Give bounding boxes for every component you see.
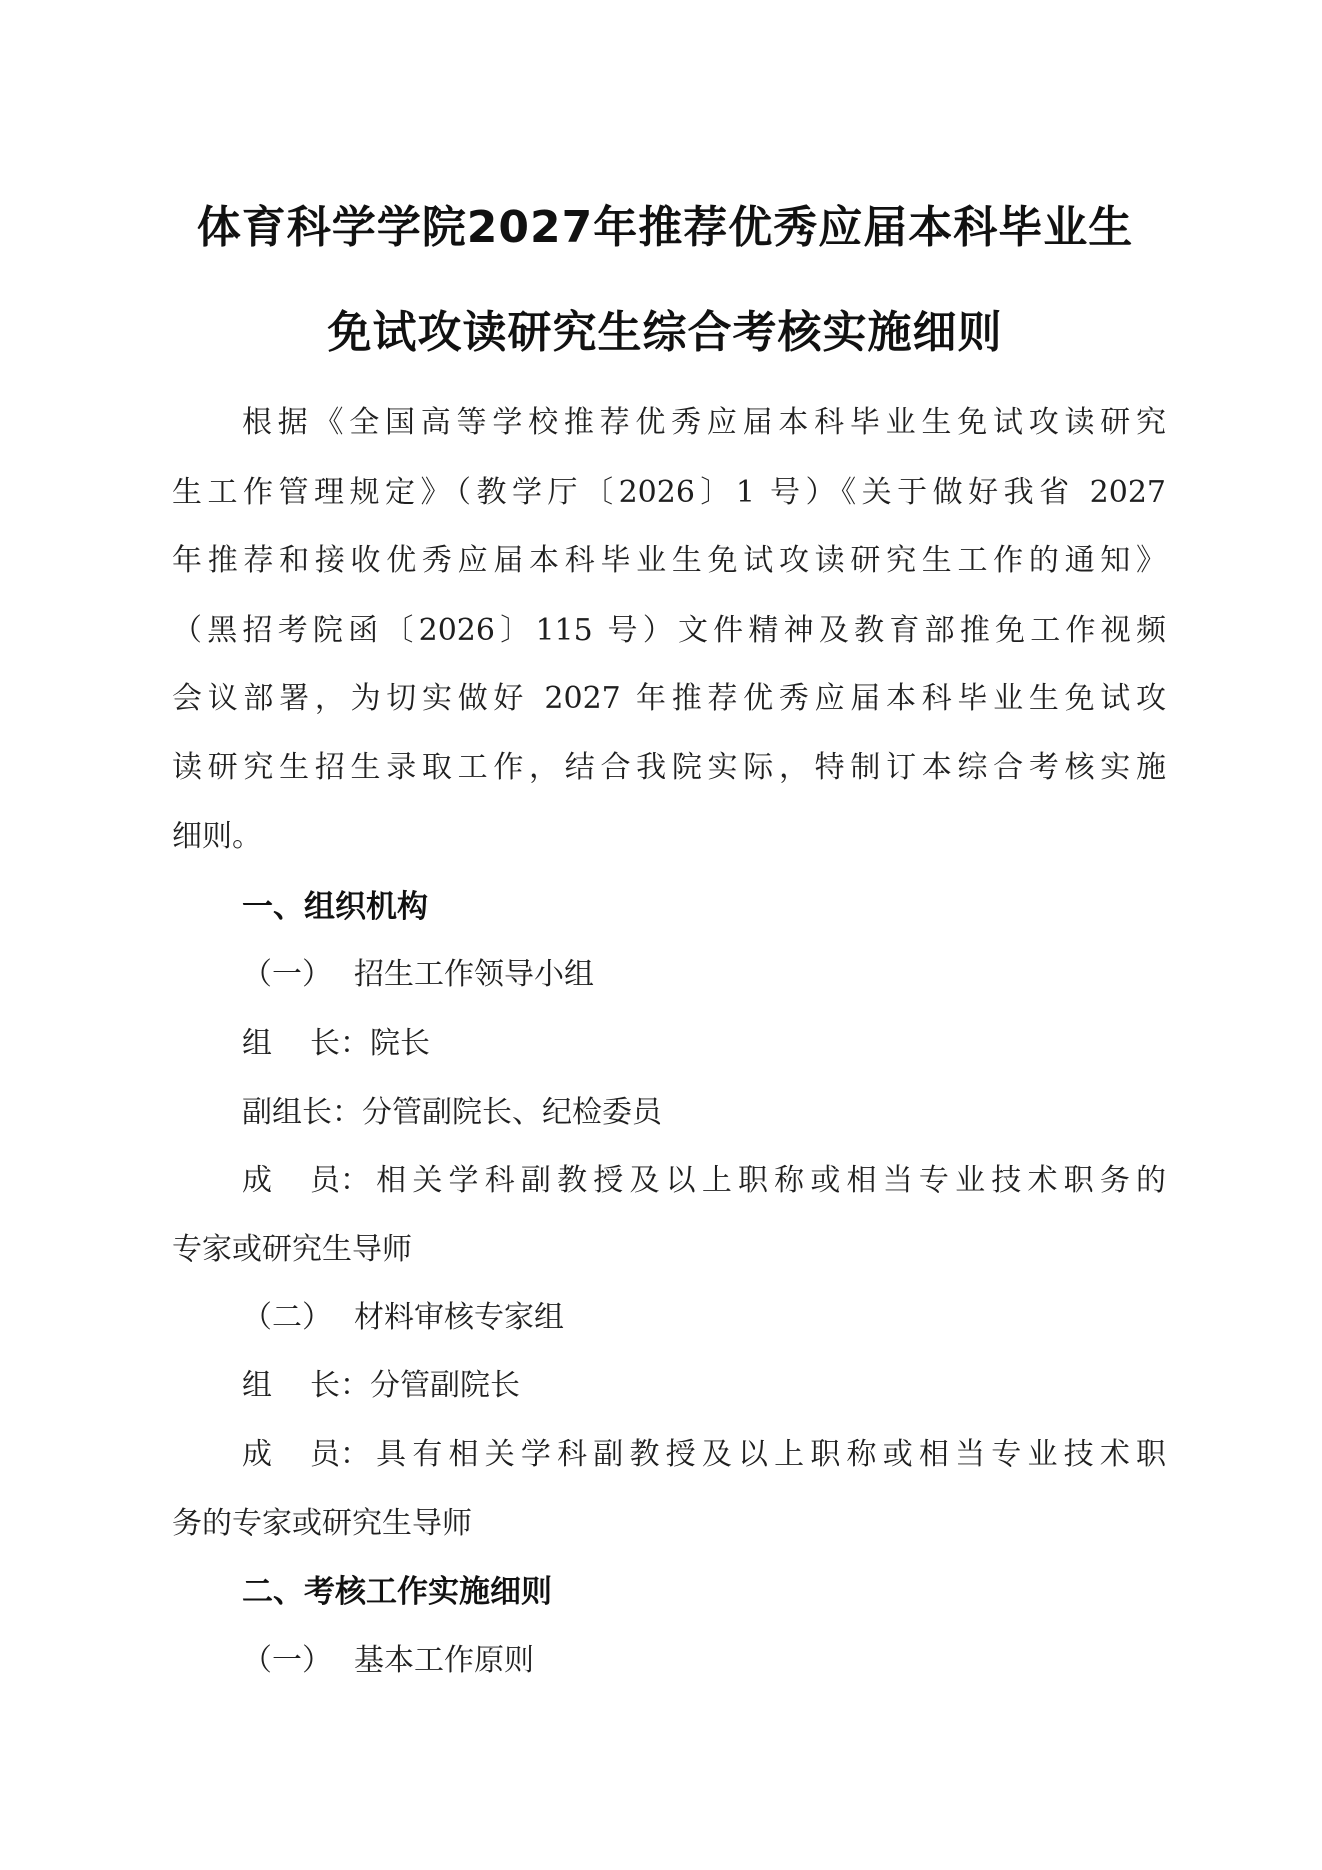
group2-leader-value: 分管副院长 [370,1368,520,1403]
intro-line-1: 根据《全国高等学校推荐优秀应届本科毕业生免试攻读研究 [242,405,1166,440]
group2-members [242,1435,1166,1475]
group2-members-value: 具有相关学科副教授及以上职称或相当专业技术职 [370,1437,1166,1472]
group1-deputy [242,1093,662,1133]
section2-sub1-title: 基本工作原则 [354,1643,534,1678]
intro-line-7: 细则。 [172,819,262,854]
document-title-line2: 免试攻读研究生综合考核实施细则 [327,307,1003,358]
group1-leader-value: 院长 [370,1026,430,1061]
intro-line-5: 会议部署，为切实做好 2027 年推荐优秀应届本科毕业生免试攻 [172,681,1166,716]
group1-members-label: 成员： [242,1163,370,1198]
intro-line-6: 读研究生招生录取工作，结合我院实际，特制订本综合考核实施 [172,750,1166,785]
group2-members-label: 成员： [242,1437,370,1472]
group2-leader-label: 组长： [242,1368,370,1403]
section1-heading: 一、组织机构 [242,889,428,925]
group2-number: （二） [242,1300,332,1335]
section2-sub1-heading [242,1641,534,1681]
group1-deputy-label: 副组长： [242,1095,362,1130]
group2-leader [242,1366,520,1406]
group1-deputy-value: 分管副院长、纪检委员 [362,1095,662,1130]
group1-number: （一） [242,957,332,992]
document-title-line1: 体育科学学院2027年推荐优秀应届本科毕业生 [196,202,1134,253]
group1-leader-label: 组长： [242,1026,370,1061]
group1-heading [242,955,594,995]
section2-sub1-number: （一） [242,1643,332,1678]
group2-members-continued: 务的专家或研究生导师 [172,1506,472,1541]
intro-line-4: （黑招考院函〔2026〕115 号）文件精神及教育部推免工作视频 [172,613,1166,648]
group1-members [242,1161,1166,1201]
group2-title: 材料审核专家组 [354,1300,564,1335]
intro-line-3: 年推荐和接收优秀应届本科毕业生免试攻读研究生工作的通知》 [172,543,1166,578]
group1-members-continued: 专家或研究生导师 [172,1232,412,1267]
group1-leader [242,1024,430,1064]
intro-line-2: 生工作管理规定》（教学厅〔2026〕1 号）《关于做好我省 2027 [172,475,1166,510]
group1-title: 招生工作领导小组 [354,957,594,992]
section2-heading: 二、考核工作实施细则 [242,1574,552,1610]
group2-heading [242,1298,564,1338]
group1-members-value: 相关学科副教授及以上职称或相当专业技术职务的 [370,1163,1166,1198]
